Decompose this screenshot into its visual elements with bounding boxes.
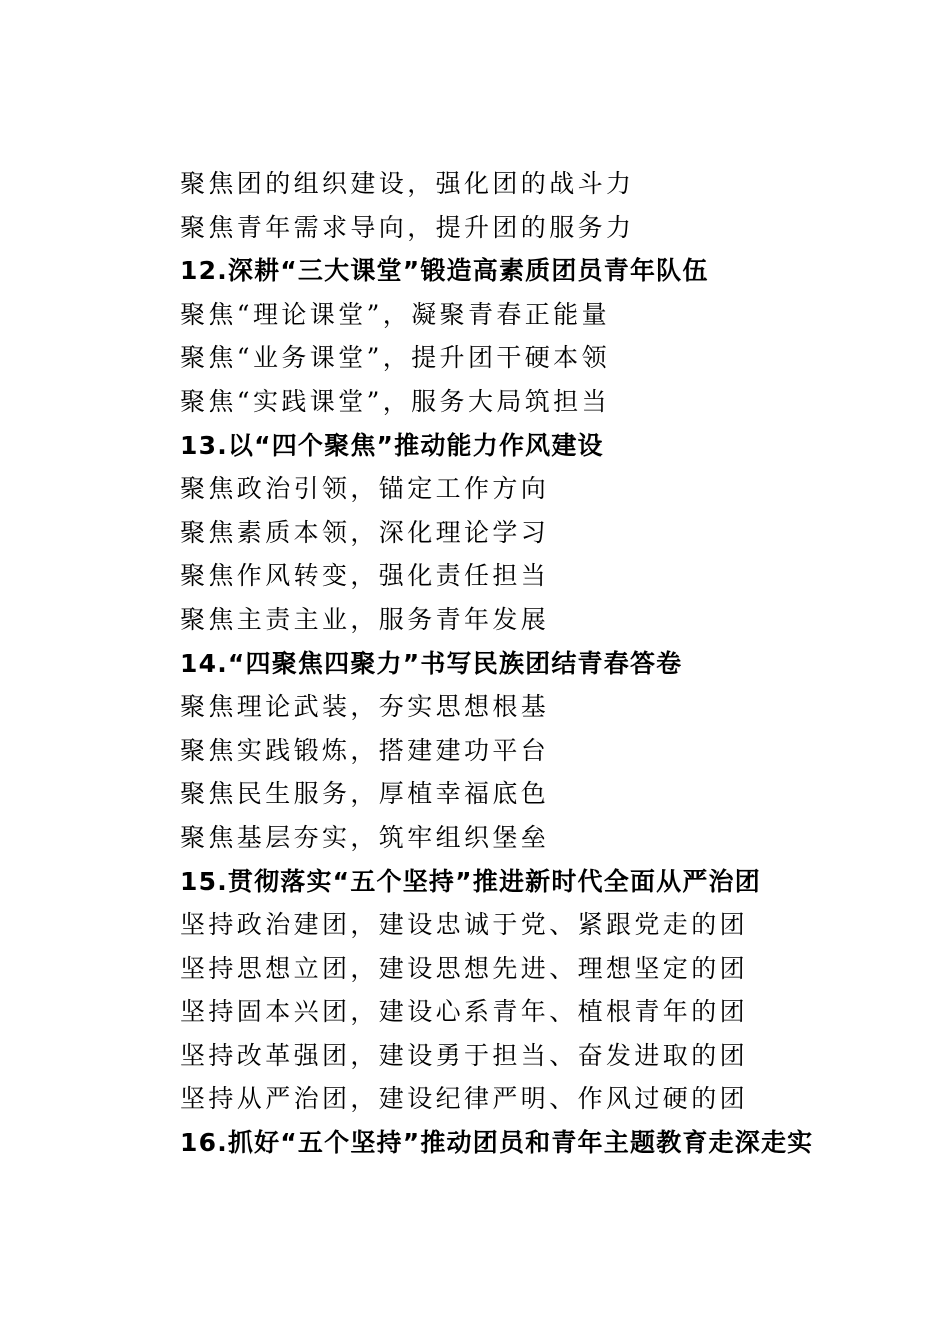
- list-item: 聚焦青年需求导向，提升团的服务力: [180, 212, 635, 242]
- list-item: 聚焦理论武装，夯实思想根基: [180, 692, 550, 722]
- list-item: 聚焦作风转变，强化责任担当: [180, 561, 550, 591]
- section-heading-14: 14.“四聚焦四聚力”书写民族团结青春答卷: [180, 648, 683, 678]
- section-heading-12: 12.深耕“三大课堂”锻造高素质团员青年队伍: [180, 256, 709, 286]
- section-heading-15: 15.贯彻落实“五个坚持”推进新时代全面从严治团: [180, 866, 761, 896]
- list-item: 聚焦团的组织建设，强化团的战斗力: [180, 169, 635, 198]
- list-item: 坚持从严治团，建设纪律严明、作风过硬的团: [180, 1084, 749, 1114]
- list-item: 聚焦“理论课堂”，凝聚青春正能量: [180, 299, 610, 329]
- list-item: 聚焦素质本领，深化理论学习: [180, 517, 550, 547]
- list-item: 聚焦实践锻炼，搭建建功平台: [180, 735, 550, 765]
- list-item: 坚持政治建团，建设忠诚于党、紧跟党走的团: [180, 910, 749, 940]
- list-item: 聚焦“业务课堂”，提升团干硬本领: [180, 343, 610, 373]
- list-item: 聚焦“实践课堂”，服务大局筑担当: [180, 386, 610, 416]
- list-item: 坚持固本兴团，建设心系青年、植根青年的团: [180, 997, 749, 1027]
- section-heading-16: 16.抓好“五个坚持”推动团员和青年主题教育走深走实: [180, 1128, 814, 1158]
- document-page: [180, 162, 920, 1165]
- list-item: 聚焦基层夯实，筑牢组织堡垒: [180, 822, 550, 852]
- list-item: 聚焦政治引领，锚定工作方向: [180, 474, 550, 504]
- section-heading-13: 13.以“四个聚焦”推动能力作风建设: [180, 430, 604, 460]
- list-item: 坚持改革强团，建设勇于担当、奋发进取的团: [180, 1040, 749, 1070]
- list-item: 坚持思想立团，建设思想先进、理想坚定的团: [180, 953, 749, 983]
- list-item: 聚焦主责主业，服务青年发展: [180, 604, 550, 634]
- list-item: 聚焦民生服务，厚植幸福底色: [180, 779, 550, 809]
